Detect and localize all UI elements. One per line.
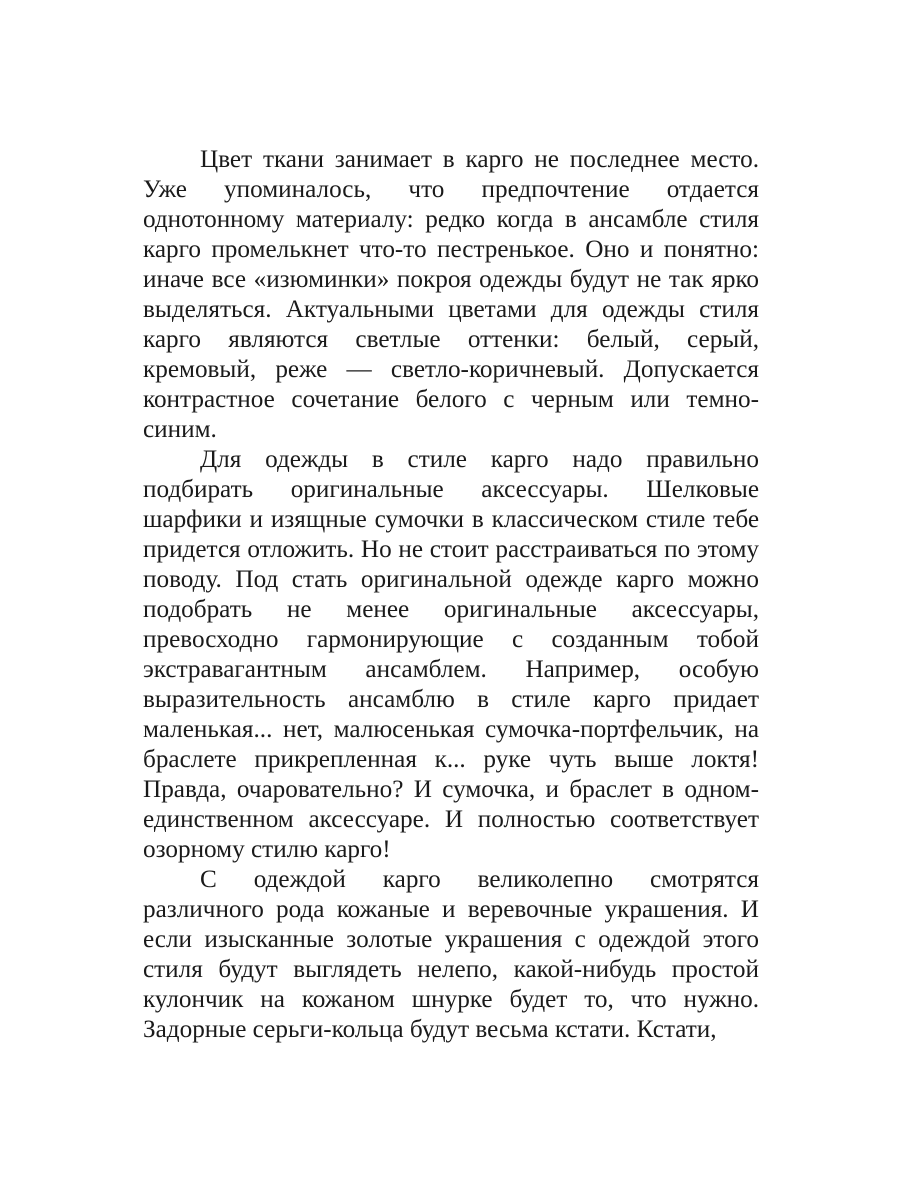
body-text — [143, 145, 759, 1045]
paragraph-accessories: Для одежды в стиле карго надо правильно подбирать оригинальные аксессуары. Шелковые шарфики и изящные сумочки в классическом стиле тебе придется отложить. Но не стоит расстраиваться по этому поводу. Под стать оригинальной одежде карго можно подобрать не менее оригинальные аксессуары, превосходно гармонирующие с созданным тобой экстравагантным ансамблем. Например, особую выразительность ансамблю в стиле карго придает маленькая... нет, малюсенькая сумочка-портфельчик, на браслете прикрепленная к... руке чуть выше локтя! Правда, очаровательно? И сумочка, и браслет в одном-единственном аксессуаре. И полностью соответствует озорному стилю карго! — [143, 446, 759, 863]
paragraph-color: Цвет ткани занимает в карго не последнее место. Уже упоминалось, что предпочтение отдается однотонному материалу: редко когда в ансамбле стиля карго промелькнет что-то пестренькое. Оно и понятно: иначе все «изюминки» покроя одежды будут не так ярко выделяться. Актуальными цветами для одежды стиля карго являются светлые оттенки: белый, серый, кремовый, реже — светло-коричневый. Допускается контрастное сочетание белого с черным или темно-синим. — [143, 146, 759, 443]
paragraph-jewelry: С одеждой карго великолепно смотрятся различного рода кожаные и веревочные украшения. И если изысканные золотые украшения с одеждой этого стиля будут выглядеть нелепо, какой-нибудь простой кулончик на кожаном шнурке будет то, что нужно. Задорные серьги-кольца будут весьма кстати. Кстати, — [143, 866, 759, 1043]
